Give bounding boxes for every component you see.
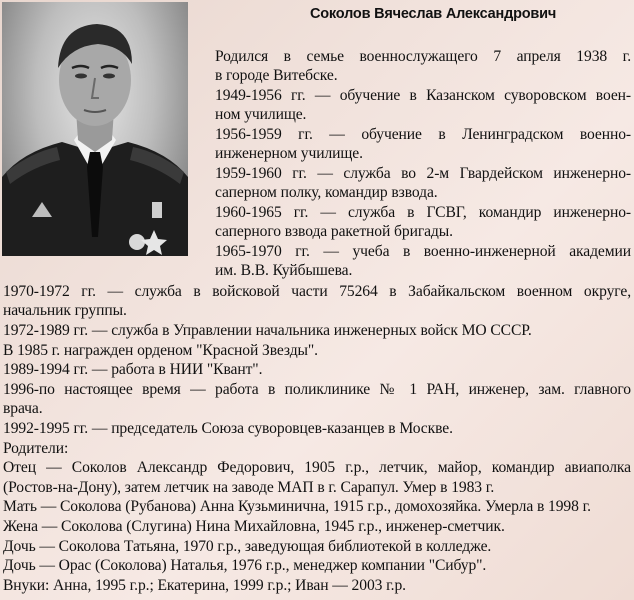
bio-line: Отец — Соколов Александр Федорович, 1905 г.р., летчик, майор, командир авиаполка: [3, 459, 631, 476]
bio-line: (Ростов-на-Дону), затем летчик на заводе МАП в г. Сарапул. Умер в 1983 г.: [3, 479, 495, 496]
bio-line: 1965-1970 гг. — учеба в военно-инженерной академии: [215, 243, 631, 260]
bio-line: Дочь — Соколова Татьяна, 1970 г.р., заведующая библиотекой в колледже.: [3, 538, 492, 555]
bio-line: Внуки: Анна, 1995 г.р.; Екатерина, 1999 г.р.; Иван — 2003 г.р.: [3, 577, 406, 594]
page-title: Соколов Вячеслав Александрович: [310, 6, 557, 22]
bio-line: Мать — Соколова (Рубанова) Анна Кузьминична, 1915 г.р., домохозяйка. Умерла в 1998 г.: [3, 498, 591, 515]
bio-line: 1970-1972 гг. — служба в войсковой части 75264 в Забайкальском военном округе,: [3, 283, 631, 300]
bio-line: Жена — Соколова (Слугина) Нина Михайловна, 1945 г.р., инженер-сметчик.: [3, 518, 505, 535]
bio-line: 1960-1965 гг. — служба в ГСВГ, командир инженерно-: [215, 204, 631, 221]
bio-line: Родители:: [3, 440, 69, 457]
bio-line: им. В.В. Куйбышева.: [215, 262, 353, 279]
bio-line: 1956-1959 гг. — обучение в Ленинградском военно-: [215, 126, 631, 143]
bio-line: врача.: [3, 400, 43, 417]
bio-line: инженерном училище.: [215, 145, 363, 162]
portrait-photo: [2, 2, 188, 256]
bio-line: в городе Витебске.: [215, 67, 338, 84]
bio-line: Дочь — Орас (Соколова) Наталья, 1976 г.р., менеджер компании "Сибур".: [3, 557, 487, 574]
bio-line: начальник группы.: [3, 302, 127, 319]
bio-line: Родился в семье военнослужащего 7 апреля 1938 г.: [215, 48, 631, 65]
bio-line: 1972-1989 гг. — служба в Управлении начальника инженерных войск МО СССР.: [3, 322, 532, 339]
bio-line: 1996-по настоящее время — работа в поликлинике № 1 РАН, инженер, зам. главного: [3, 381, 631, 398]
bio-line: 1989-1994 гг. — работа в НИИ "Квант".: [3, 361, 263, 378]
bio-line: 1959-1960 гг. — служба во 2-м Гвардейском инженерно-: [215, 165, 631, 182]
portrait-illustration: [2, 2, 188, 256]
bio-line: саперном полку, командир взвода.: [215, 184, 438, 201]
bio-line: В 1985 г. награжден орденом "Красной Звезды".: [3, 342, 318, 359]
bio-line: 1992-1995 гг. — председатель Союза суворовцев-казанцев в Москве.: [3, 420, 453, 437]
bio-line: 1949-1956 гг. — обучение в Казанском суворовском воен-: [215, 87, 631, 104]
bio-line: саперного взвода ракетной бригады.: [215, 223, 453, 240]
bio-line: ном училище.: [215, 106, 307, 123]
